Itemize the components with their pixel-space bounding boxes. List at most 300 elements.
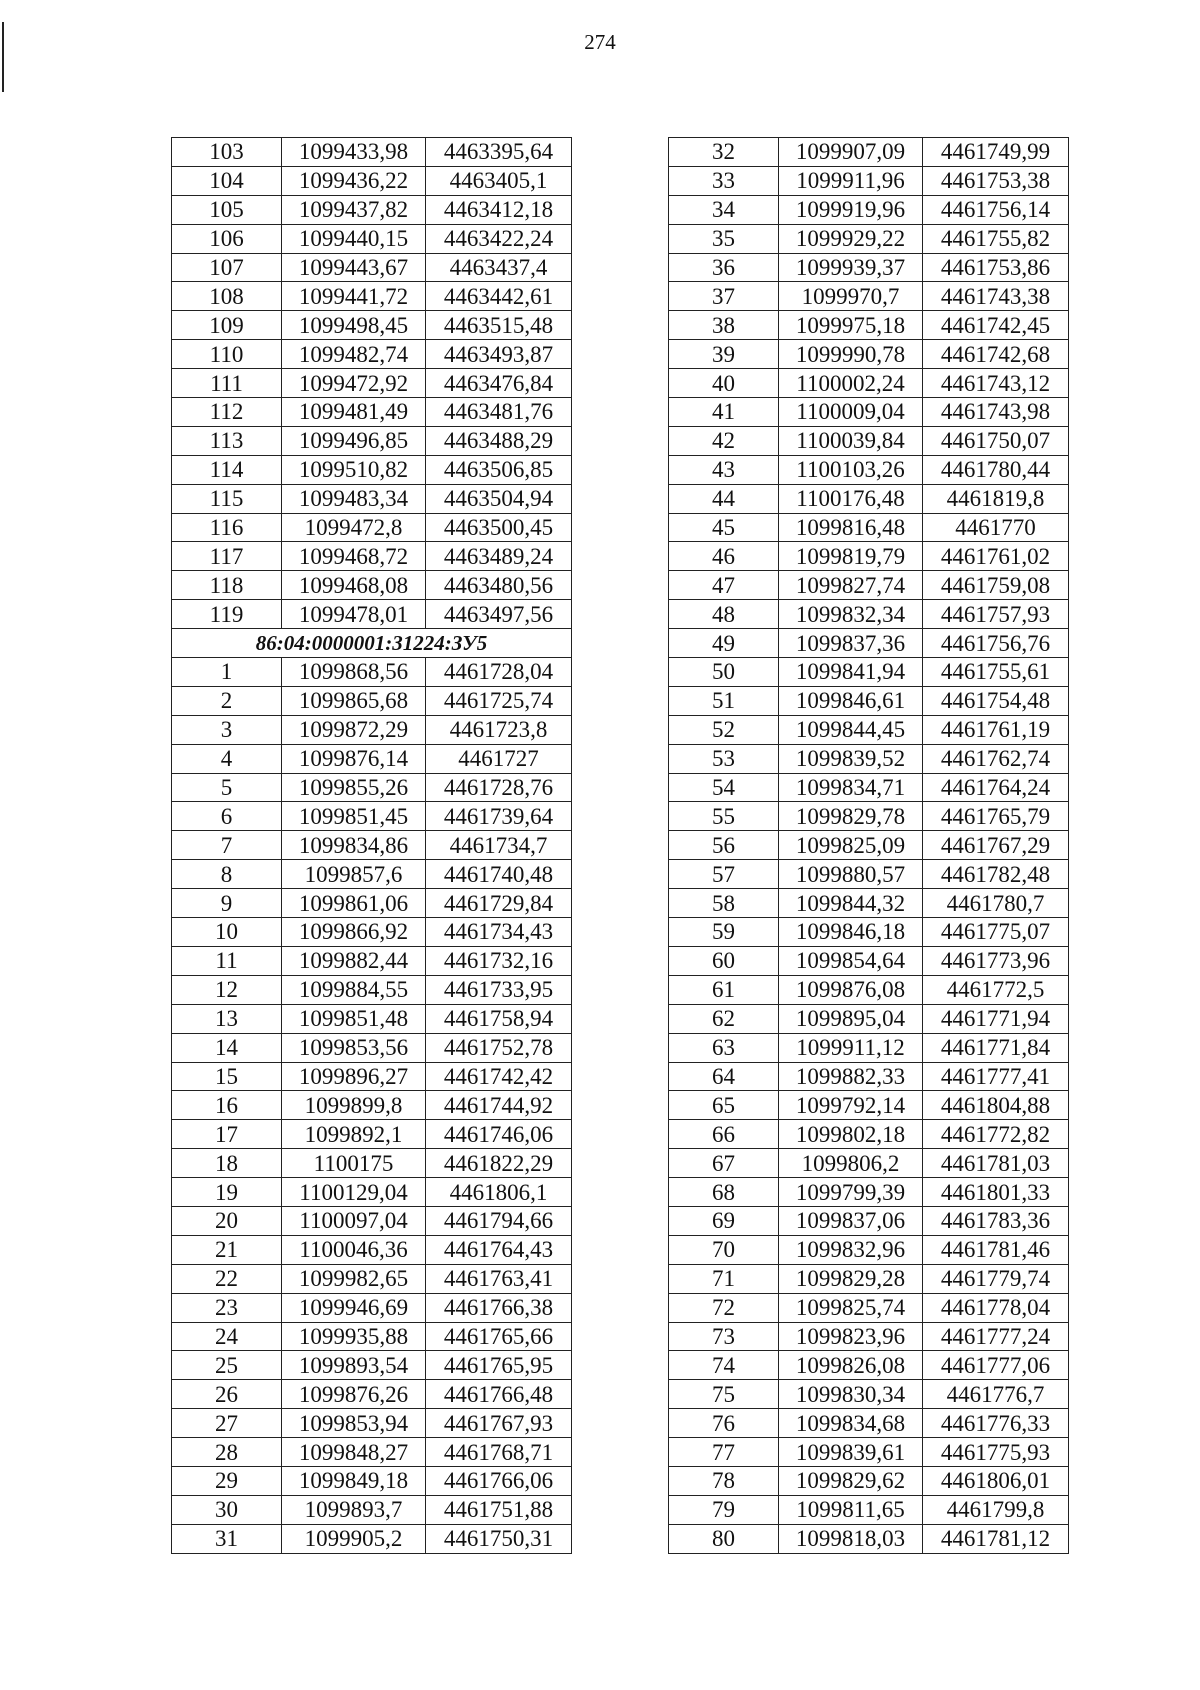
point-number-cell: 47 (669, 571, 779, 600)
y-coordinate-cell: 4461759,08 (923, 571, 1069, 600)
table-row (172, 340, 572, 369)
y-coordinate-cell: 4461766,06 (426, 1466, 572, 1495)
point-number-cell: 37 (669, 282, 779, 311)
x-coordinate-cell: 1100039,84 (779, 426, 923, 455)
point-number-cell: 18 (172, 1149, 282, 1178)
x-coordinate-cell: 1100009,04 (779, 398, 923, 427)
y-coordinate-cell: 4461752,78 (426, 1033, 572, 1062)
point-number-cell: 114 (172, 455, 282, 484)
y-coordinate-cell: 4461771,84 (923, 1033, 1069, 1062)
table-row (172, 253, 572, 282)
point-number-cell: 69 (669, 1206, 779, 1235)
y-coordinate-cell: 4461773,96 (923, 946, 1069, 975)
page-number: 274 (584, 30, 616, 54)
y-coordinate-cell: 4461751,88 (426, 1495, 572, 1524)
point-number-cell: 15 (172, 1062, 282, 1091)
x-coordinate-cell: 1099880,57 (779, 860, 923, 889)
table-row (172, 224, 572, 253)
point-number-cell: 40 (669, 369, 779, 398)
x-coordinate-cell: 1099482,74 (282, 340, 426, 369)
point-number-cell: 52 (669, 715, 779, 744)
table-row (172, 542, 572, 571)
x-coordinate-cell: 1099468,72 (282, 542, 426, 571)
y-coordinate-cell: 4461799,8 (923, 1495, 1069, 1524)
x-coordinate-cell: 1099946,69 (282, 1293, 426, 1322)
table-row (172, 571, 572, 600)
point-number-cell: 104 (172, 166, 282, 195)
x-coordinate-cell: 1100097,04 (282, 1206, 426, 1235)
x-coordinate-cell: 1099882,44 (282, 946, 426, 975)
x-coordinate-cell: 1099829,28 (779, 1264, 923, 1293)
table-row (172, 946, 572, 975)
y-coordinate-cell: 4461806,1 (426, 1178, 572, 1207)
x-coordinate-cell: 1099829,78 (779, 802, 923, 831)
y-coordinate-cell: 4461777,06 (923, 1351, 1069, 1380)
y-coordinate-cell: 4461775,93 (923, 1438, 1069, 1467)
y-coordinate-cell: 4461732,16 (426, 946, 572, 975)
y-coordinate-cell: 4461757,93 (923, 600, 1069, 629)
table-row (172, 975, 572, 1004)
table-row (172, 1380, 572, 1409)
point-number-cell: 105 (172, 195, 282, 224)
x-coordinate-cell: 1099990,78 (779, 340, 923, 369)
x-coordinate-cell: 1099440,15 (282, 224, 426, 253)
table-row (669, 311, 1069, 340)
point-number-cell: 3 (172, 715, 282, 744)
y-coordinate-cell: 4461765,79 (923, 802, 1069, 831)
point-number-cell: 25 (172, 1351, 282, 1380)
x-coordinate-cell: 1099929,22 (779, 224, 923, 253)
y-coordinate-cell: 4461770 (923, 513, 1069, 542)
point-number-cell: 44 (669, 484, 779, 513)
x-coordinate-cell: 1099839,52 (779, 744, 923, 773)
x-coordinate-cell: 1099825,74 (779, 1293, 923, 1322)
point-number-cell: 109 (172, 311, 282, 340)
y-coordinate-cell: 4461733,95 (426, 975, 572, 1004)
y-coordinate-cell: 4463493,87 (426, 340, 572, 369)
y-coordinate-cell: 4463500,45 (426, 513, 572, 542)
x-coordinate-cell: 1099895,04 (779, 1004, 923, 1033)
table-row (172, 1409, 572, 1438)
x-coordinate-cell: 1099832,34 (779, 600, 923, 629)
table-row (669, 1120, 1069, 1149)
table-row (669, 658, 1069, 687)
x-coordinate-cell: 1099892,1 (282, 1120, 426, 1149)
x-coordinate-cell: 1099876,14 (282, 744, 426, 773)
table-row (172, 1206, 572, 1235)
table-row (172, 195, 572, 224)
table-row (669, 513, 1069, 542)
y-coordinate-cell: 4461771,94 (923, 1004, 1069, 1033)
x-coordinate-cell: 1099935,88 (282, 1322, 426, 1351)
table-row (669, 1322, 1069, 1351)
x-coordinate-cell: 1099851,45 (282, 802, 426, 831)
point-number-cell: 74 (669, 1351, 779, 1380)
coordinates-table-left (171, 137, 572, 1554)
point-number-cell: 12 (172, 975, 282, 1004)
y-coordinate-cell: 4461781,46 (923, 1235, 1069, 1264)
x-coordinate-cell: 1099839,61 (779, 1438, 923, 1467)
x-coordinate-cell: 1099834,68 (779, 1409, 923, 1438)
table-row (669, 571, 1069, 600)
table-row (172, 600, 572, 629)
table-row (669, 686, 1069, 715)
table-row (172, 138, 572, 167)
x-coordinate-cell: 1099510,82 (282, 455, 426, 484)
point-number-cell: 14 (172, 1033, 282, 1062)
y-coordinate-cell: 4463497,56 (426, 600, 572, 629)
point-number-cell: 16 (172, 1091, 282, 1120)
x-coordinate-cell: 1099982,65 (282, 1264, 426, 1293)
table-row (669, 1466, 1069, 1495)
table-row (669, 629, 1069, 658)
x-coordinate-cell: 1099827,74 (779, 571, 923, 600)
table-row (669, 1351, 1069, 1380)
table-row (669, 1149, 1069, 1178)
x-coordinate-cell: 1099826,08 (779, 1351, 923, 1380)
x-coordinate-cell: 1100103,26 (779, 455, 923, 484)
y-coordinate-cell: 4461728,04 (426, 658, 572, 687)
table-row (172, 369, 572, 398)
table-row (172, 860, 572, 889)
table-row (669, 889, 1069, 918)
point-number-cell: 119 (172, 600, 282, 629)
x-coordinate-cell: 1099481,49 (282, 398, 426, 427)
x-coordinate-cell: 1099802,18 (779, 1120, 923, 1149)
point-number-cell: 30 (172, 1495, 282, 1524)
point-number-cell: 22 (172, 1264, 282, 1293)
y-coordinate-cell: 4461727 (426, 744, 572, 773)
point-number-cell: 8 (172, 860, 282, 889)
table-row (669, 802, 1069, 831)
table-row (669, 860, 1069, 889)
point-number-cell: 43 (669, 455, 779, 484)
x-coordinate-cell: 1100175 (282, 1149, 426, 1178)
x-coordinate-cell: 1099436,22 (282, 166, 426, 195)
x-coordinate-cell: 1099851,48 (282, 1004, 426, 1033)
point-number-cell: 111 (172, 369, 282, 398)
point-number-cell: 1 (172, 658, 282, 687)
point-number-cell: 34 (669, 195, 779, 224)
x-coordinate-cell: 1099496,85 (282, 426, 426, 455)
table-row (669, 369, 1069, 398)
table-row (172, 426, 572, 455)
x-coordinate-cell: 1099861,06 (282, 889, 426, 918)
x-coordinate-cell: 1099441,72 (282, 282, 426, 311)
y-coordinate-cell: 4463442,61 (426, 282, 572, 311)
table-row (172, 398, 572, 427)
point-number-cell: 29 (172, 1466, 282, 1495)
x-coordinate-cell: 1099806,2 (779, 1149, 923, 1178)
coordinates-table-right (668, 137, 1069, 1554)
point-number-cell: 60 (669, 946, 779, 975)
table-row (669, 1438, 1069, 1467)
y-coordinate-cell: 4461779,74 (923, 1264, 1069, 1293)
x-coordinate-cell: 1099907,09 (779, 138, 923, 167)
table-row (669, 166, 1069, 195)
table-row (172, 1091, 572, 1120)
table-row (669, 1033, 1069, 1062)
y-coordinate-cell: 4461758,94 (426, 1004, 572, 1033)
table-row (172, 1264, 572, 1293)
y-coordinate-cell: 4461781,12 (923, 1524, 1069, 1553)
table-row (172, 889, 572, 918)
x-coordinate-cell: 1099472,92 (282, 369, 426, 398)
y-coordinate-cell: 4461766,38 (426, 1293, 572, 1322)
table-row (669, 426, 1069, 455)
x-coordinate-cell: 1099437,82 (282, 195, 426, 224)
x-coordinate-cell: 1099834,86 (282, 831, 426, 860)
x-coordinate-cell: 1099829,62 (779, 1466, 923, 1495)
y-coordinate-cell: 4461740,48 (426, 860, 572, 889)
x-coordinate-cell: 1100046,36 (282, 1235, 426, 1264)
table-row (669, 1206, 1069, 1235)
point-number-cell: 61 (669, 975, 779, 1004)
table-row (669, 1409, 1069, 1438)
y-coordinate-cell: 4461742,68 (923, 340, 1069, 369)
y-coordinate-cell: 4461753,86 (923, 253, 1069, 282)
x-coordinate-cell: 1099893,7 (282, 1495, 426, 1524)
table-row (172, 918, 572, 947)
point-number-cell: 66 (669, 1120, 779, 1149)
x-coordinate-cell: 1099911,12 (779, 1033, 923, 1062)
point-number-cell: 62 (669, 1004, 779, 1033)
y-coordinate-cell: 4461734,7 (426, 831, 572, 860)
point-number-cell: 38 (669, 311, 779, 340)
y-coordinate-cell: 4461780,7 (923, 889, 1069, 918)
y-coordinate-cell: 4461734,43 (426, 918, 572, 947)
point-number-cell: 54 (669, 773, 779, 802)
x-coordinate-cell: 1099848,27 (282, 1438, 426, 1467)
point-number-cell: 65 (669, 1091, 779, 1120)
point-number-cell: 56 (669, 831, 779, 860)
y-coordinate-cell: 4463480,56 (426, 571, 572, 600)
point-number-cell: 5 (172, 773, 282, 802)
table-row (172, 1524, 572, 1553)
x-coordinate-cell: 1099498,45 (282, 311, 426, 340)
table-row (669, 1062, 1069, 1091)
y-coordinate-cell: 4461754,48 (923, 686, 1069, 715)
y-coordinate-cell: 4461750,07 (923, 426, 1069, 455)
point-number-cell: 107 (172, 253, 282, 282)
y-coordinate-cell: 4461746,06 (426, 1120, 572, 1149)
point-number-cell: 116 (172, 513, 282, 542)
table-row (172, 715, 572, 744)
table-row (172, 1438, 572, 1467)
point-number-cell: 17 (172, 1120, 282, 1149)
x-coordinate-cell: 1100129,04 (282, 1178, 426, 1207)
x-coordinate-cell: 1099868,56 (282, 658, 426, 687)
point-number-cell: 41 (669, 398, 779, 427)
x-coordinate-cell: 1100176,48 (779, 484, 923, 513)
point-number-cell: 35 (669, 224, 779, 253)
table-row (172, 658, 572, 687)
table-row (172, 1149, 572, 1178)
x-coordinate-cell: 1099846,18 (779, 918, 923, 947)
point-number-cell: 103 (172, 138, 282, 167)
point-number-cell: 9 (172, 889, 282, 918)
point-number-cell: 68 (669, 1178, 779, 1207)
table-row (669, 1264, 1069, 1293)
y-coordinate-cell: 4461742,42 (426, 1062, 572, 1091)
y-coordinate-cell: 4461765,95 (426, 1351, 572, 1380)
x-coordinate-cell: 1099811,65 (779, 1495, 923, 1524)
point-number-cell: 117 (172, 542, 282, 571)
table-row (669, 398, 1069, 427)
y-coordinate-cell: 4461766,48 (426, 1380, 572, 1409)
x-coordinate-cell: 1099816,48 (779, 513, 923, 542)
point-number-cell: 59 (669, 918, 779, 947)
point-number-cell: 73 (669, 1322, 779, 1351)
point-number-cell: 112 (172, 398, 282, 427)
point-number-cell: 108 (172, 282, 282, 311)
x-coordinate-cell: 1099905,2 (282, 1524, 426, 1553)
table-row (669, 744, 1069, 773)
x-coordinate-cell: 1099896,27 (282, 1062, 426, 1091)
x-coordinate-cell: 1099844,45 (779, 715, 923, 744)
table-row (669, 484, 1069, 513)
y-coordinate-cell: 4463504,94 (426, 484, 572, 513)
x-coordinate-cell: 1099854,64 (779, 946, 923, 975)
table-row (172, 282, 572, 311)
x-coordinate-cell: 1099865,68 (282, 686, 426, 715)
y-coordinate-cell: 4461762,74 (923, 744, 1069, 773)
y-coordinate-cell: 4461767,29 (923, 831, 1069, 860)
point-number-cell: 113 (172, 426, 282, 455)
x-coordinate-cell: 1099853,56 (282, 1033, 426, 1062)
point-number-cell: 39 (669, 340, 779, 369)
y-coordinate-cell: 4461783,36 (923, 1206, 1069, 1235)
table-row (669, 224, 1069, 253)
y-coordinate-cell: 4463488,29 (426, 426, 572, 455)
point-number-cell: 21 (172, 1235, 282, 1264)
y-coordinate-cell: 4461806,01 (923, 1466, 1069, 1495)
y-coordinate-cell: 4461761,19 (923, 715, 1069, 744)
y-coordinate-cell: 4461753,38 (923, 166, 1069, 195)
y-coordinate-cell: 4463476,84 (426, 369, 572, 398)
x-coordinate-cell: 1099837,06 (779, 1206, 923, 1235)
table-row (669, 1495, 1069, 1524)
y-coordinate-cell: 4463422,24 (426, 224, 572, 253)
x-coordinate-cell: 1099792,14 (779, 1091, 923, 1120)
point-number-cell: 115 (172, 484, 282, 513)
table-row (172, 831, 572, 860)
x-coordinate-cell: 1099866,92 (282, 918, 426, 947)
y-coordinate-cell: 4463395,64 (426, 138, 572, 167)
point-number-cell: 36 (669, 253, 779, 282)
x-coordinate-cell: 1099853,94 (282, 1409, 426, 1438)
table-row (669, 340, 1069, 369)
table-row (669, 1524, 1069, 1553)
y-coordinate-cell: 4461755,61 (923, 658, 1069, 687)
point-number-cell: 72 (669, 1293, 779, 1322)
table-row (172, 744, 572, 773)
y-coordinate-cell: 4461775,07 (923, 918, 1069, 947)
table-row (172, 1004, 572, 1033)
x-coordinate-cell: 1099837,36 (779, 629, 923, 658)
table-row (669, 600, 1069, 629)
point-number-cell: 118 (172, 571, 282, 600)
point-number-cell: 51 (669, 686, 779, 715)
x-coordinate-cell: 1099825,09 (779, 831, 923, 860)
x-coordinate-cell: 1099899,8 (282, 1091, 426, 1120)
y-coordinate-cell: 4461743,38 (923, 282, 1069, 311)
y-coordinate-cell: 4461782,48 (923, 860, 1069, 889)
x-coordinate-cell: 1099876,08 (779, 975, 923, 1004)
table-row (172, 1062, 572, 1091)
table-row (172, 629, 572, 658)
table-row (669, 831, 1069, 860)
point-number-cell: 32 (669, 138, 779, 167)
point-number-cell: 11 (172, 946, 282, 975)
y-coordinate-cell: 4461739,64 (426, 802, 572, 831)
table-row (669, 253, 1069, 282)
point-number-cell: 7 (172, 831, 282, 860)
x-coordinate-cell: 1100002,24 (779, 369, 923, 398)
y-coordinate-cell: 4461743,98 (923, 398, 1069, 427)
point-number-cell: 19 (172, 1178, 282, 1207)
point-number-cell: 2 (172, 686, 282, 715)
point-number-cell: 79 (669, 1495, 779, 1524)
y-coordinate-cell: 4461801,33 (923, 1178, 1069, 1207)
point-number-cell: 71 (669, 1264, 779, 1293)
x-coordinate-cell: 1099857,6 (282, 860, 426, 889)
point-number-cell: 63 (669, 1033, 779, 1062)
x-coordinate-cell: 1099919,96 (779, 195, 923, 224)
x-coordinate-cell: 1099939,37 (779, 253, 923, 282)
table-row (669, 542, 1069, 571)
table-row (669, 1235, 1069, 1264)
y-coordinate-cell: 4461764,24 (923, 773, 1069, 802)
y-coordinate-cell: 4463412,18 (426, 195, 572, 224)
x-coordinate-cell: 1099855,26 (282, 773, 426, 802)
point-number-cell: 31 (172, 1524, 282, 1553)
y-coordinate-cell: 4461743,12 (923, 369, 1069, 398)
point-number-cell: 6 (172, 802, 282, 831)
point-number-cell: 77 (669, 1438, 779, 1467)
x-coordinate-cell: 1099882,33 (779, 1062, 923, 1091)
y-coordinate-cell: 4461742,45 (923, 311, 1069, 340)
y-coordinate-cell: 4461822,29 (426, 1149, 572, 1178)
y-coordinate-cell: 4461755,82 (923, 224, 1069, 253)
table-row (172, 513, 572, 542)
y-coordinate-cell: 4461749,99 (923, 138, 1069, 167)
table-row (669, 715, 1069, 744)
x-coordinate-cell: 1099844,32 (779, 889, 923, 918)
point-number-cell: 58 (669, 889, 779, 918)
x-coordinate-cell: 1099841,94 (779, 658, 923, 687)
point-number-cell: 76 (669, 1409, 779, 1438)
y-coordinate-cell: 4461756,76 (923, 629, 1069, 658)
x-coordinate-cell: 1099832,96 (779, 1235, 923, 1264)
x-coordinate-cell: 1099970,7 (779, 282, 923, 311)
y-coordinate-cell: 4463506,85 (426, 455, 572, 484)
point-number-cell: 4 (172, 744, 282, 773)
y-coordinate-cell: 4463515,48 (426, 311, 572, 340)
x-coordinate-cell: 1099872,29 (282, 715, 426, 744)
point-number-cell: 53 (669, 744, 779, 773)
point-number-cell: 10 (172, 918, 282, 947)
point-number-cell: 64 (669, 1062, 779, 1091)
y-coordinate-cell: 4461725,74 (426, 686, 572, 715)
x-coordinate-cell: 1099483,34 (282, 484, 426, 513)
table-row (172, 773, 572, 802)
table-row (172, 311, 572, 340)
table-row (172, 1120, 572, 1149)
y-coordinate-cell: 4461819,8 (923, 484, 1069, 513)
point-number-cell: 78 (669, 1466, 779, 1495)
point-number-cell: 42 (669, 426, 779, 455)
